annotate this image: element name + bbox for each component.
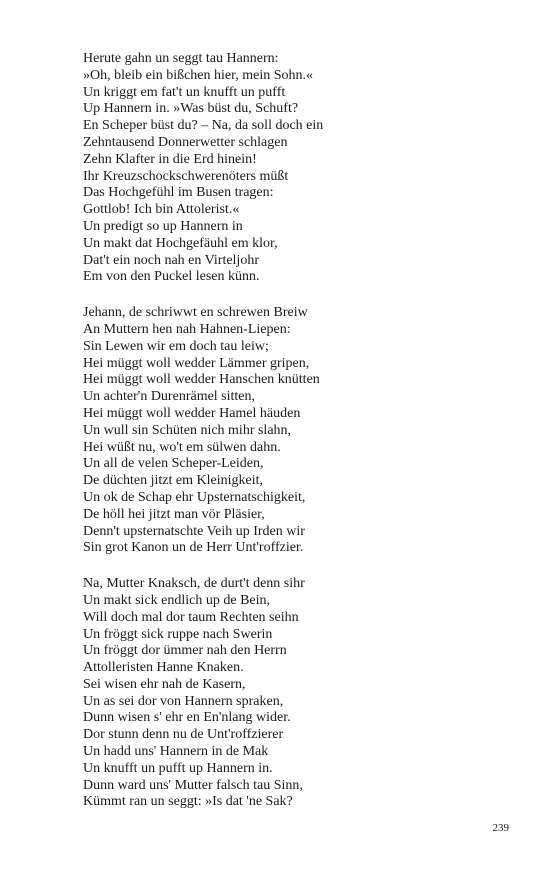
poem-line: Un ok de Schap ehr Upsternatschigkeit,: [83, 489, 306, 505]
poem-line: Jehann, de schriwwt en schrewen Breiw: [83, 305, 308, 321]
poem-line: Attolleristen Hanne Knaken.: [83, 660, 244, 676]
poem-line: Un as sei dor von Hannern spraken,: [83, 693, 284, 709]
poem-line: Gottlob! Ich bin Attolerist.«: [83, 202, 240, 218]
poem-line: Hei müggt woll wedder Lämmer gripen,: [83, 355, 310, 371]
poem-line: Un makt sick endlich up de Bein,: [83, 592, 271, 608]
poem-line: Un kriggt em fat't un knufft un pufft: [83, 84, 286, 100]
poem-line: Dunn wisen s' ehr en En'nlang wider.: [83, 710, 291, 726]
poem-line: Un wull sin Schüten nich mihr slahn,: [83, 422, 292, 438]
poem-line: Up Hannern in. »Was büst du, Schuft?: [83, 101, 299, 117]
poem-line: Em von den Puckel lesen künn.: [83, 269, 260, 285]
poem-line: »Oh, bleib ein bißchen hier, mein Sohn.«: [83, 67, 314, 83]
page-number: 239: [492, 822, 509, 834]
poem-line: Un all de velen Scheper-Leiden,: [83, 456, 264, 472]
poem-line: Dor stunn denn nu de Unt'roffzierer: [83, 727, 284, 743]
poem-line: De düchten jitzt em Kleinigkeit,: [83, 473, 264, 489]
poem-line: Kümmt ran un seggt: »Is dat 'ne Sak?: [83, 794, 293, 810]
stanza: [83, 305, 513, 557]
poem-line: Denn't upsternatschte Veih up Irden wir: [83, 523, 305, 539]
poem-line: Un fröggt dor ümmer nah den Herrn: [83, 643, 287, 659]
poem-line: Un hadd uns' Hannern in de Mak: [83, 744, 269, 760]
poem-line: Dat't ein noch nah en Virteljohr: [83, 252, 259, 268]
poem-line: Un knufft un pufft up Hannern in.: [83, 760, 273, 776]
poem-line: Na, Mutter Knaksch, de durt't denn sihr: [83, 576, 305, 592]
poem-line: De höll hei jitzt man vör Pläsier,: [83, 506, 265, 522]
poem-line: Hei müggt woll wedder Hanschen knütten: [83, 372, 320, 388]
poem-line: Un achter'n Durenrämel sitten,: [83, 389, 256, 405]
poem-line: Zehntausend Donnerwetter schlagen: [83, 134, 288, 150]
poem-line: Hei müggt woll wedder Hamel häuden: [83, 405, 301, 421]
poem-line: En Scheper büst du? – Na, da soll doch ein: [83, 118, 324, 134]
stanza: [83, 576, 513, 811]
poem-line: Un predigt so up Hannern in: [83, 218, 243, 234]
poem-line: Hei wüßt nu, wo't em sülwen dahn.: [83, 439, 281, 455]
poem-line: Un fröggt sick ruppe nach Swerin: [83, 626, 273, 642]
poem-line: Dunn ward uns' Mutter falsch tau Sinn,: [83, 777, 303, 793]
poem-line: Herute gahn un seggt tau Hannern:: [83, 51, 279, 66]
poem-line: Sin Lewen wir em doch tau leiw;: [83, 338, 269, 354]
poem-line: Ihr Kreuzschockschwerenöters müßt: [83, 168, 289, 184]
poem-line: Will doch mal dor taum Rechten seihn: [83, 609, 299, 625]
poem-line: Zehn Klafter in die Erd hinein!: [83, 151, 257, 167]
poem-line: An Muttern hen nah Hahnen-Liepen:: [83, 321, 291, 337]
poem-text: [83, 51, 513, 830]
poem-line: Sei wisen ehr nah de Kasern,: [83, 676, 246, 692]
poem-line: Un makt dat Hochgefäuhl em klor,: [83, 235, 278, 251]
poem-line: Das Hochgefühl im Busen tragen:: [83, 185, 274, 201]
stanza: [83, 51, 513, 286]
poem-line: Sin grot Kanon un de Herr Unt'roffzier.: [83, 540, 304, 556]
